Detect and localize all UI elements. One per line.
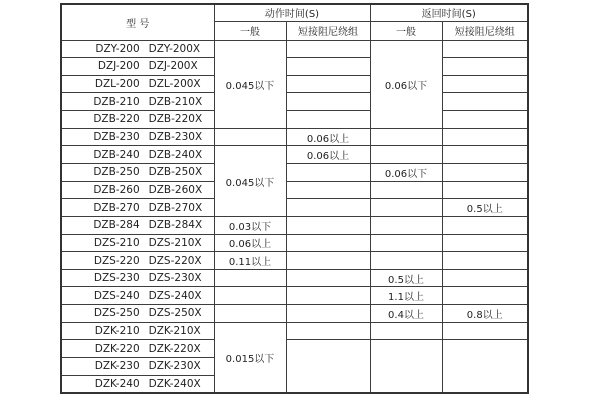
action-damping-cell [286,181,370,199]
table-row [61,75,528,93]
action-damping-cell [286,93,370,111]
model-name-x: DZB-210X [148,95,203,108]
return-damping-cell [442,322,528,340]
return-general-cell: 0.06以下 [370,40,442,128]
action-general-cell: 0.015以下 [214,322,286,393]
action-general-cell [214,287,286,305]
action-general-cell: 0.045以下 [214,40,286,128]
action-general-cell [214,269,286,287]
action-damping-cell [286,305,370,323]
model-name-x: DZB-240X [148,148,203,161]
model-name-x: DZB-220X [148,113,203,126]
table-row [61,93,528,111]
model-name-x: DZS-240X [148,289,202,302]
return-damping-cell [442,287,528,305]
action-general-cell: 0.06以上 [214,234,286,252]
return-damping-cell [442,40,528,58]
action-general-cell: 0.03以下 [214,216,286,234]
action-damping-cell [286,287,370,305]
column-header-return-damping: 短接阻尼绕组 [442,21,528,40]
return-damping-cell [442,93,528,111]
return-general-cell [370,234,442,252]
spec-table [60,3,529,394]
return-general-cell [370,146,442,164]
model-cell [61,252,214,270]
model-name: DZK-240 [94,377,140,390]
action-damping-cell [286,75,370,93]
model-name: DZS-250 [93,307,140,320]
return-general-cell [370,216,442,234]
model-name-x: DZS-210X [148,236,202,249]
model-cell [61,375,214,393]
model-cell [61,322,214,340]
model-name: DZB-250 [93,166,140,179]
model-name-x: DZS-220X [148,254,202,267]
model-name-x: DZB-250X [148,166,203,179]
model-cell [61,75,214,93]
model-cell [61,146,214,164]
model-name-x: DZK-240X [148,377,201,390]
return-damping-cell [442,234,528,252]
model-cell [61,128,214,146]
model-name-x: DZS-250X [148,307,202,320]
return-general-cell: 0.4以上 [370,305,442,323]
model-name: DZB-270 [93,201,140,214]
return-damping-cell [442,75,528,93]
column-header-action-general: 一般 [214,21,286,40]
return-general-cell [370,128,442,146]
action-damping-cell [286,216,370,234]
model-cell [61,358,214,376]
model-cell [61,111,214,129]
model-name: DZS-220 [93,254,140,267]
return-damping-cell [442,146,528,164]
table-row [61,146,528,164]
return-damping-cell [442,216,528,234]
return-general-cell: 0.06以下 [370,163,442,181]
model-name: DZS-240 [93,289,140,302]
table-row [61,234,528,252]
return-general-cell [370,340,442,393]
model-name: DZB-240 [93,148,140,161]
column-header-return-time: 返回时间(S) [370,4,528,21]
action-damping-cell [286,163,370,181]
model-cell [61,287,214,305]
model-cell [61,93,214,111]
return-damping-cell [442,111,528,129]
model-name-x: DZL-200X [148,78,201,91]
model-name: DZB-210 [93,95,140,108]
model-name-x: DZK-230X [148,360,201,373]
table-row [61,287,528,305]
model-name-x: DZB-230X [148,131,203,144]
model-name-x: DZY-200X [148,42,201,55]
model-cell [61,305,214,323]
action-damping-cell: 0.06以上 [286,128,370,146]
table-row [61,305,528,323]
model-name-x: DZJ-200X [148,60,198,73]
return-damping-cell [442,340,528,393]
action-damping-cell [286,322,370,340]
return-general-cell: 1.1以上 [370,287,442,305]
action-damping-cell: 0.06以上 [286,146,370,164]
table-row [61,111,528,129]
model-name: DZB-260 [93,183,140,196]
action-general-cell [214,128,286,146]
action-general-cell: 0.11以上 [214,252,286,270]
model-cell [61,181,214,199]
model-name: DZL-200 [94,78,140,91]
return-damping-cell [442,163,528,181]
model-name: DZK-220 [94,342,140,355]
table-row [61,163,528,181]
model-name: DZB-220 [93,113,140,126]
header-row-groups [61,4,528,21]
model-name-x: DZK-210X [148,325,201,338]
return-damping-cell [442,181,528,199]
model-cell [61,216,214,234]
table-row [61,199,528,217]
spec-table-head [61,4,528,40]
table-row [61,181,528,199]
spec-table-body [61,40,528,393]
model-name: DZY-200 [95,42,140,55]
model-name: DZB-284 [93,219,140,232]
table-row [61,340,528,358]
model-cell [61,58,214,76]
return-general-cell [370,181,442,199]
table-row [61,216,528,234]
model-cell [61,269,214,287]
table-row [61,269,528,287]
return-damping-cell: 0.8以上 [442,305,528,323]
action-general-cell [214,305,286,323]
column-header-model: 型 号 [61,4,214,40]
model-cell [61,163,214,181]
model-name: DZK-230 [94,360,140,373]
return-general-cell: 0.5以上 [370,269,442,287]
return-damping-cell [442,58,528,76]
table-row [61,252,528,270]
return-general-cell [370,199,442,217]
model-name: DZS-210 [93,236,140,249]
model-name-x: DZS-230X [148,272,202,285]
column-header-action-time: 动作时间(S) [214,4,370,21]
action-damping-cell [286,269,370,287]
action-damping-cell [286,58,370,76]
table-row [61,322,528,340]
model-name: DZJ-200 [97,60,140,73]
action-damping-cell [286,234,370,252]
table-row [61,40,528,58]
model-name: DZK-210 [94,325,140,338]
return-damping-cell [442,252,528,270]
return-damping-cell [442,269,528,287]
return-damping-cell [442,128,528,146]
model-cell [61,40,214,58]
action-damping-cell [286,111,370,129]
model-name-x: DZB-270X [148,201,203,214]
table-row [61,58,528,76]
return-general-cell [370,322,442,340]
model-cell [61,234,214,252]
model-name-x: DZK-220X [148,342,201,355]
action-damping-cell [286,252,370,270]
model-cell [61,199,214,217]
model-name-x: DZB-260X [148,183,203,196]
action-damping-cell [286,340,370,393]
table-row [61,128,528,146]
model-cell [61,340,214,358]
model-name: DZB-230 [93,131,140,144]
column-header-action-damping: 短接阻尼绕组 [286,21,370,40]
return-general-cell [370,252,442,270]
model-name: DZS-230 [93,272,140,285]
action-general-cell: 0.045以下 [214,146,286,217]
return-damping-cell: 0.5以上 [442,199,528,217]
action-damping-cell [286,199,370,217]
model-name-x: DZB-284X [148,219,203,232]
action-damping-cell [286,40,370,58]
column-header-return-general: 一般 [370,21,442,40]
